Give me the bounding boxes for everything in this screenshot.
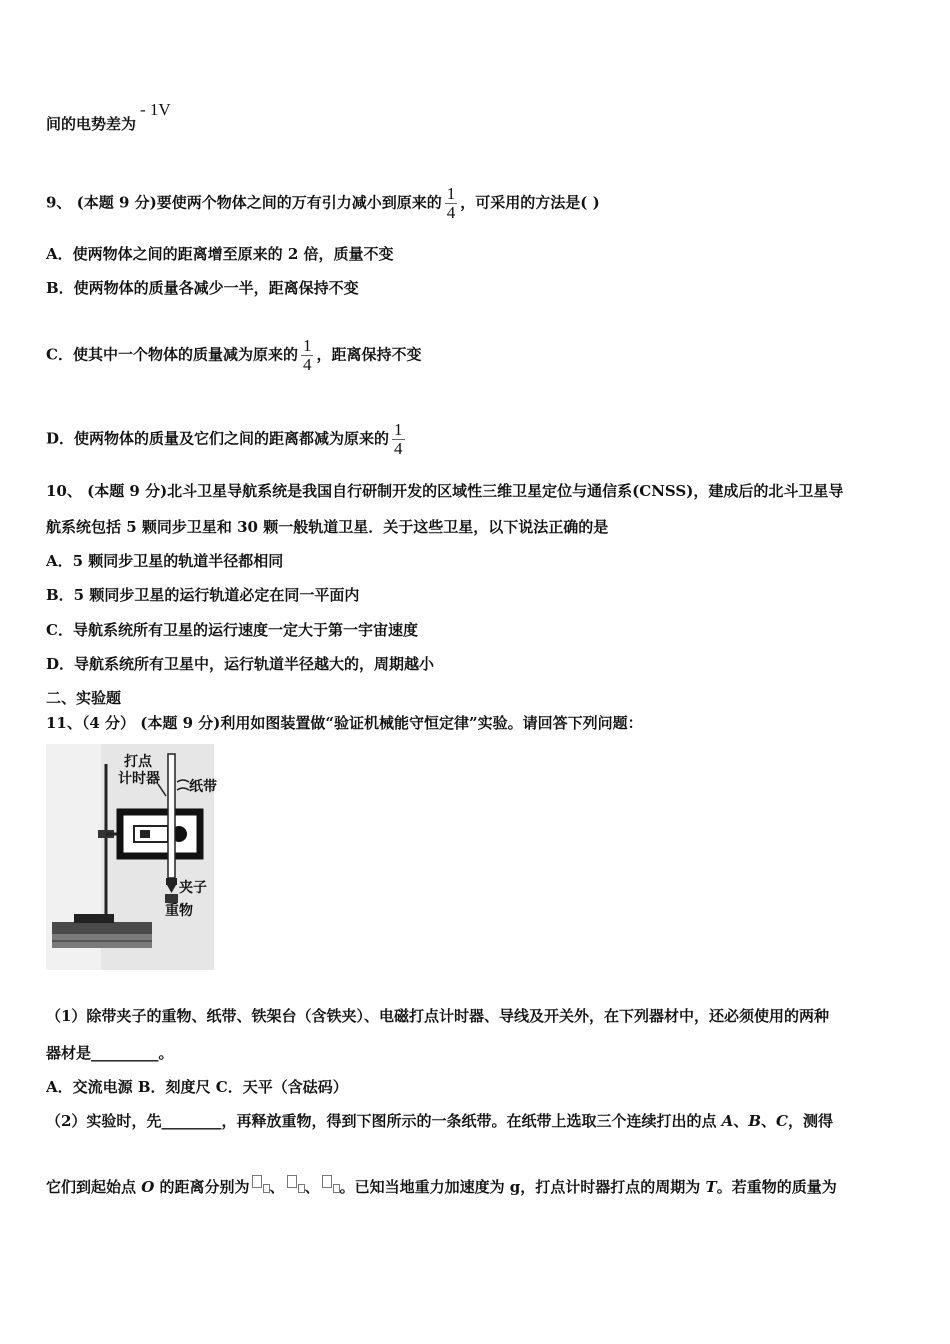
q11-part2-sep1: 、 — [733, 1112, 749, 1130]
missing-symbol-2 — [287, 1175, 297, 1188]
q9-fraction-den: 4 — [446, 203, 456, 222]
label-tape: 纸带 — [189, 779, 217, 795]
q9-option-a: A．使两物体之间的距离增至原来的 2 倍，质量不变 — [46, 245, 394, 263]
timer-core — [140, 830, 150, 838]
missing-symbol-3 — [322, 1175, 332, 1188]
q10-option-c: C．导航系统所有卫星的运行速度一定大于第一宇宙速度 — [46, 621, 418, 639]
q11-part2-line1 — [46, 1111, 833, 1131]
table-top — [52, 922, 152, 934]
label-timer-2: 计时器 — [118, 771, 160, 787]
missing-subscript-2 — [298, 1184, 305, 1193]
prev-answer-value: - 1V — [140, 100, 171, 119]
label-weight: 重物 — [165, 903, 193, 919]
q9-option-d-text: D．使两物体的质量及它们之间的距离都减为原来的 — [46, 429, 390, 448]
prev-answer-line — [46, 100, 171, 134]
q9-stem — [46, 185, 600, 222]
q11-part1-line1: （1）除带夹子的重物、纸带、铁架台（含铁夹）、电磁打点计时器、导线及开关外，在下列器材中，还必须使用的两种 — [46, 1007, 829, 1025]
q11-part1-line2: 器材是_________。 — [46, 1044, 174, 1062]
period-t: T — [705, 1178, 717, 1196]
q11-part3-text-c: 。已知当地重力加速度为 g，打点计时器打点的周期为 — [339, 1178, 706, 1196]
missing-symbol-1 — [252, 1175, 262, 1188]
q10-stem-2: 航系统包括 5 颗同步卫星和 30 颗一般轨道卫星．关于这些卫星，以下说法正确的是 — [46, 518, 609, 536]
q9-d-fraction — [392, 421, 405, 458]
q10-option-b: B．5 颗同步卫星的运行轨道必定在同一平面内 — [46, 586, 360, 604]
q9-d-fraction-num: 1 — [394, 420, 403, 439]
q9-option-c — [46, 337, 421, 374]
q11-part3-text-d: 。若重物的质量为 — [716, 1178, 837, 1196]
q9-stem-b: ，可采用的方法是( ) — [460, 193, 600, 212]
q11-part2-text-a: （2）实验时，先________，再释放重物，得到下图所示的一条纸带。在纸带上选取三个连续打出的点 — [46, 1112, 722, 1130]
point-b: B — [748, 1112, 762, 1130]
q9-fraction — [445, 185, 458, 222]
missing-subscript-3 — [333, 1184, 340, 1193]
clip-top — [166, 878, 177, 885]
label-clip: 夹子 — [179, 880, 207, 896]
point-o: O — [141, 1178, 155, 1196]
paper-tape — [168, 754, 175, 878]
prev-answer-text: 间的电势差为 — [46, 115, 137, 133]
q9-d-fraction-den: 4 — [394, 439, 403, 458]
q11-part2-line2: 它们到起始点 O 的距离分别为 、 、 。已知当地重力加速度为 g，打点计时器打点的周期为 T。若重物的质量为 — [46, 1175, 837, 1197]
missing-subscript-1 — [263, 1184, 270, 1193]
q9-c-fraction-den: 4 — [302, 355, 312, 374]
q11-part2-text-b: ，测得 — [787, 1112, 833, 1130]
q9-fraction-num: 1 — [446, 184, 456, 203]
q11-part3-text-a: 它们到起始点 — [46, 1178, 142, 1196]
q9-option-c-a: C．使其中一个物体的质量减为原来的 — [46, 345, 298, 364]
q9-option-d — [46, 421, 408, 458]
q11-stem: 11、（4 分） (本题 9 分)利用如图装置做“验证机械能守恒定律”实验。请回答下列问题： — [46, 714, 643, 732]
q9-option-c-b: ，距离保持不变 — [316, 345, 422, 364]
q9-c-fraction — [301, 337, 314, 374]
q11-part1-options: A．交流电源 B．刻度尺 C．天平（含砝码） — [46, 1078, 348, 1096]
q9-c-fraction-num: 1 — [302, 336, 312, 355]
q11-part2-sep2: 、 — [761, 1112, 777, 1130]
q10-option-a: A．5 颗同步卫星的轨道半径都相同 — [46, 552, 284, 570]
apparatus-figure — [46, 744, 217, 970]
q11-part3-text-b: 的距离分别为 — [154, 1178, 250, 1196]
timer-frame — [120, 812, 200, 856]
q10-stem-1: 10、 (本题 9 分)北斗卫星导航系统是我国自行研制开发的区域性三维卫星定位与通信系(CNSS)，建成后的北斗卫星导 — [46, 482, 844, 500]
stand-base — [74, 914, 114, 923]
section-heading: 二、实验题 — [46, 689, 122, 707]
q9-option-b: B．使两物体的质量各减少一半，距离保持不变 — [46, 279, 359, 297]
weight-block — [165, 894, 178, 903]
q9-stem-a: 9、 (本题 9 分)要使两个物体之间的万有引力减小到原来的 — [46, 193, 442, 212]
q10-option-d: D．导航系统所有卫星中，运行轨道半径越大的，周期越小 — [46, 655, 435, 673]
label-timer-1: 打点 — [124, 754, 152, 770]
point-c: C — [776, 1112, 788, 1130]
point-a: A — [721, 1112, 734, 1130]
